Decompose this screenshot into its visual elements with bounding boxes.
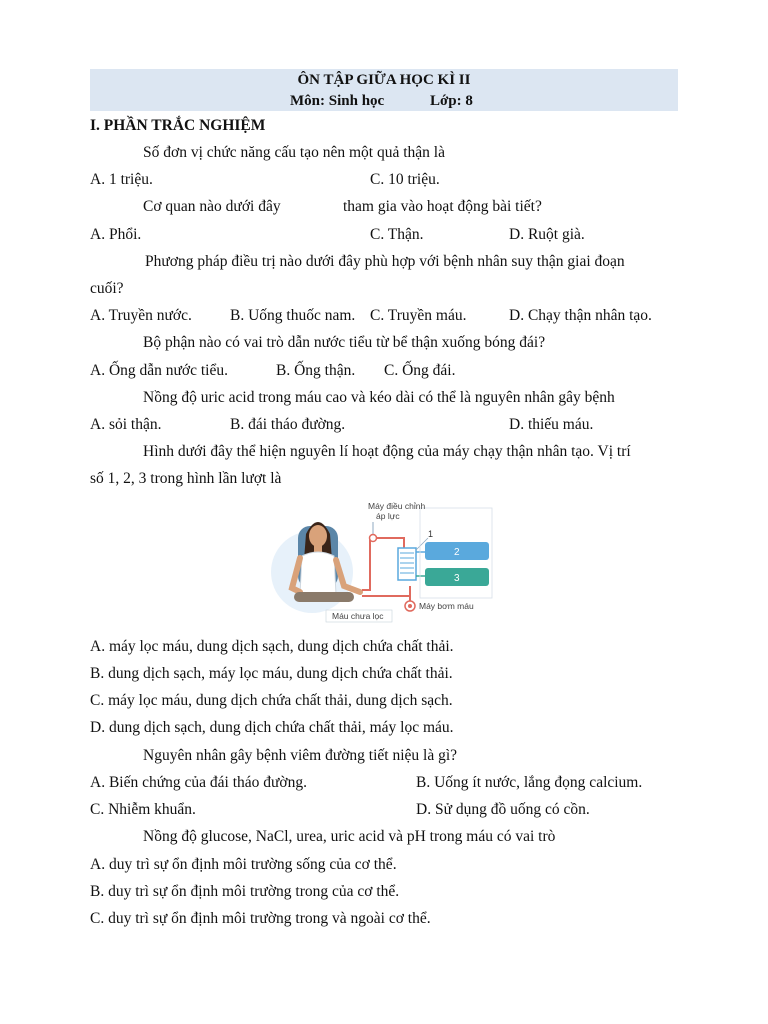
q4-option-a: A. Ống dẫn nước tiểu.: [90, 362, 228, 379]
label-pressure-line2: áp lực: [376, 511, 400, 521]
q2-option-d: D. Ruột già.: [509, 226, 585, 243]
q4-stem: Bộ phận nào có vai trò dẫn nước tiểu từ bể thận xuống bóng đái?: [143, 334, 546, 351]
label-3: 3: [454, 573, 460, 584]
q1-option-a: A. 1 triệu.: [90, 171, 153, 188]
q1-option-c: C. 10 triệu.: [370, 171, 440, 188]
patient-neck: [314, 544, 322, 552]
section-title: I. PHẦN TRẮC NGHIỆM: [90, 117, 266, 134]
dialysis-diagram: [270, 500, 495, 625]
patient-lap: [294, 592, 354, 602]
q6-option-c: C. máy lọc máu, dung dịch chứa chất thải, dung dịch sạch.: [90, 692, 453, 709]
label-2: 2: [454, 547, 460, 558]
label-1: 1: [428, 529, 434, 539]
label-blood-pump: Máy bơm máu: [419, 601, 474, 611]
q7-option-c: C. Nhiễm khuẩn.: [90, 801, 196, 818]
document-title: ÔN TẬP GIỮA HỌC KÌ II: [297, 72, 471, 88]
dialysis-machine-figure: [270, 500, 495, 625]
q5-option-a: A. sỏi thận.: [90, 416, 162, 433]
label-pressure-line1: Máy điều chỉnh: [368, 501, 426, 511]
q7-option-b: B. Uống ít nước, lắng đọng calcium.: [416, 774, 643, 791]
q6-option-a: A. máy lọc máu, dung dịch sạch, dung dịch chứa chất thải.: [90, 638, 454, 655]
blood-tube-out: [362, 538, 388, 590]
grade-label: Lớp: 8: [430, 93, 473, 109]
q3-option-c: C. Truyền máu.: [370, 307, 467, 324]
q6-stem-line1: Hình dưới đây thể hiện nguyên lí hoạt động của máy chạy thận nhân tạo. Vị trí: [143, 443, 631, 460]
q6-stem-line2: số 1, 2, 3 trong hình lần lượt là: [90, 470, 282, 487]
q8-option-b: B. duy trì sự ổn định môi trường trong của cơ thể.: [90, 883, 400, 900]
q2-option-a: A. Phổi.: [90, 226, 142, 243]
q6-option-b: B. dung dịch sạch, máy lọc máu, dung dịch chứa chất thải.: [90, 665, 453, 682]
subject-label: Môn: Sinh học: [290, 93, 385, 109]
q7-option-a: A. Biến chứng của đái tháo đường.: [90, 774, 307, 791]
q4-option-b: B. Ống thận.: [276, 362, 356, 379]
q3-stem-line2: cuối?: [90, 280, 124, 297]
tube-to-filter: [388, 538, 404, 548]
patient-shirt: [300, 552, 336, 594]
q4-option-c: C. Ống đái.: [384, 362, 456, 379]
blood-pump-core: [408, 604, 412, 608]
q5-option-d: D. thiếu máu.: [509, 416, 594, 433]
q8-option-a: A. duy trì sự ổn định môi trường sống của cơ thể.: [90, 856, 397, 873]
pressure-regulator-dot: [370, 535, 377, 542]
q2-stem-part2: tham gia vào hoạt động bài tiết?: [343, 198, 542, 215]
q2-option-c: C. Thận.: [370, 226, 424, 243]
q3-stem-line1: Phương pháp điều trị nào dưới đây phù hợp với bệnh nhân suy thận giai đoạn: [145, 253, 625, 270]
q8-option-c: C. duy trì sự ổn định môi trường trong và ngoài cơ thể.: [90, 910, 431, 927]
q8-stem: Nồng độ glucose, NaCl, urea, uric acid và pH trong máu có vai trò: [143, 828, 556, 845]
q2-stem-part1: Cơ quan nào dưới đây: [143, 198, 281, 215]
q1-stem: Số đơn vị chức năng cấu tạo nên một quả thận là: [143, 144, 445, 161]
label-unfiltered-blood: Máu chưa lọc: [332, 611, 384, 621]
q5-stem: Nồng độ uric acid trong máu cao và kéo dài có thể là nguyên nhân gây bệnh: [143, 389, 615, 406]
q3-option-a: A. Truyền nước.: [90, 307, 192, 324]
q6-option-d: D. dung dịch sạch, dung dịch chứa chất thải, máy lọc máu.: [90, 719, 454, 736]
q7-option-d: D. Sử dụng đồ uống có cồn.: [416, 801, 590, 818]
patient-face: [309, 525, 327, 547]
q3-option-b: B. Uống thuốc nam.: [230, 307, 356, 324]
q5-option-b: B. đái tháo đường.: [230, 416, 346, 433]
q3-option-d: D. Chạy thận nhân tạo.: [509, 307, 652, 324]
q7-stem: Nguyên nhân gây bệnh viêm đường tiết niệu là gì?: [143, 747, 458, 764]
